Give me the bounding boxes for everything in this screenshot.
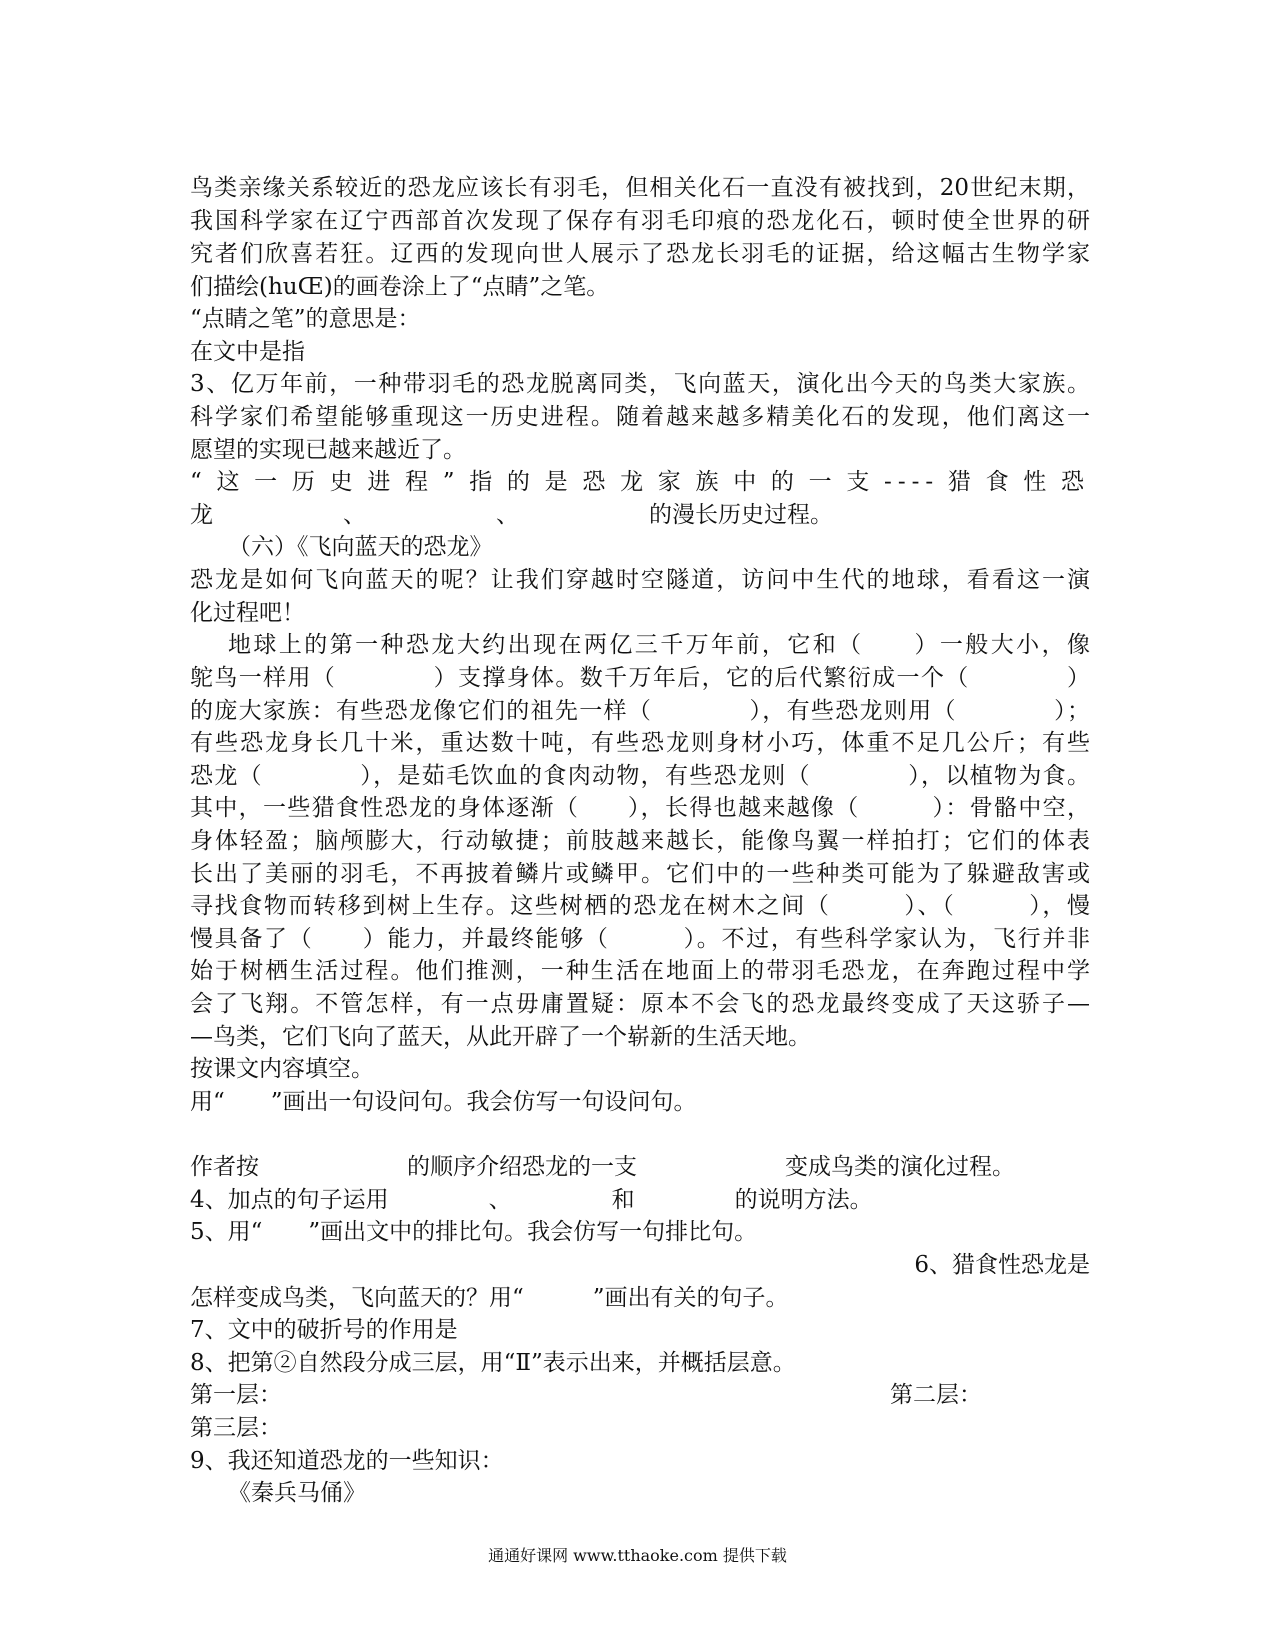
- question-3-line: 科学家们希望能够重现这一历史进程。随着越来越多精美化石的发现，他们离这一: [190, 404, 1090, 430]
- passage-line: —鸟类，它们飞向了蓝天，从此开辟了一个崭新的生活天地。: [190, 1024, 811, 1050]
- question-1: 用“ ”画出一句设问句。我会仿写一句设问句。: [190, 1089, 697, 1115]
- question-dianjing: “点睛之笔”的意思是：: [190, 306, 421, 332]
- passage-line: 长出了美丽的羽毛，不再披着鳞片或鳞甲。它们中的一些种类可能为了躲避敌害或: [190, 861, 1090, 887]
- passage-line: 我国科学家在辽宁西部首次发现了保存有羽毛印痕的恐龙化石，顿时使全世界的研: [190, 208, 1090, 234]
- question-3-blanks: [190, 499, 1090, 532]
- question-order: [190, 1151, 1090, 1184]
- passage-line: 的庞大家族：有些恐龙像它们的祖先一样（ ），有些恐龙则用（ ）；: [190, 698, 1090, 724]
- text-segment: 4、加点的句子运用: [190, 1187, 389, 1213]
- text-segment: 和: [611, 1187, 635, 1213]
- text-segment: 、: [496, 502, 519, 528]
- text-segment: 的漫长历史过程。: [649, 502, 833, 528]
- question-9: 9、我还知道恐龙的一些知识：: [190, 1448, 504, 1474]
- passage-line: 有些恐龙身长几十米，重达数十吨，有些恐龙则身材小巧，体重不足几公斤；有些: [190, 730, 1090, 756]
- passage-line: 始于树栖生活过程。他们推测，一种生活在地面上的带羽毛恐龙，在奔跑过程中学: [190, 958, 1090, 984]
- layer-2-label: 第二层：: [890, 1382, 982, 1408]
- text-segment: 变成鸟类的演化过程。: [785, 1154, 1015, 1180]
- passage-line: 鸵鸟一样用（ ）支撑身体。数千万年后，它的后代繁衍成一个（ ）: [190, 665, 1090, 691]
- passage-line: 恐龙是如何飞向蓝天的呢？让我们穿越时空隧道，访问中生代的地球，看看这一演: [190, 567, 1090, 593]
- text-segment: 、: [488, 1187, 512, 1213]
- question-7: 7、文中的破折号的作用是: [190, 1317, 458, 1343]
- passage-line: 究者们欣喜若狂。辽西的发现向世人展示了恐龙长羽毛的证据，给这幅古生物学家: [190, 241, 1090, 267]
- page-footer: 通通好课网 www.tthaoke.com 提供下载: [488, 1546, 787, 1565]
- text-segment: 作者按: [190, 1154, 259, 1180]
- question-3-line: 愿望的实现已越来越近了。: [190, 437, 466, 463]
- passage-line: 寻找食物而转移到树上生存。这些树栖的恐龙在树木之间（ ）、（ ），慢: [190, 893, 1090, 919]
- passage-line: 鸟类亲缘关系较近的恐龙应该长有羽毛，但相关化石一直没有被找到，20世纪末期，: [190, 175, 1090, 201]
- next-section-title: 《秦兵马俑》: [228, 1480, 366, 1506]
- question-6-end: 怎样变成鸟类，飞向蓝天的？用“ ”画出有关的句子。: [190, 1285, 789, 1311]
- passage-line: 会了飞翔。不管怎样，有一点毋庸置疑：原本不会飞的恐龙最终变成了天这骄子—: [190, 991, 1090, 1017]
- passage-line: 地球上的第一种恐龙大约出现在两亿三千万年前，它和（ ）一般大小，像: [228, 632, 1090, 658]
- passage-line: 化过程吧！: [190, 600, 305, 626]
- passage-line: 其中，一些猎食性恐龙的身体逐渐（ ），长得也越来越像（ ）：骨骼中空，: [190, 795, 1090, 821]
- question-5: 5、用“ ”画出文中的排比句。我会仿写一句排比句。: [190, 1219, 758, 1245]
- text-segment: 的说明方法。: [734, 1187, 873, 1213]
- question-6-start: 6、猎食性恐龙是: [914, 1252, 1090, 1278]
- question-wenzhong: 在文中是指: [190, 339, 305, 365]
- question-3-line: 3、亿万年前，一种带羽毛的恐龙脱离同类，飞向蓝天，演化出今天的鸟类大家族。: [190, 371, 1090, 397]
- layer-3-label: 第三层：: [190, 1415, 282, 1441]
- fill-instruction: 按课文内容填空。: [190, 1056, 374, 1082]
- text-segment: 龙: [190, 502, 213, 528]
- question-3-line: “这一历史进程”指的是恐龙家族中的一支----猎食性恐: [190, 469, 1090, 495]
- layer-1-label: 第一层：: [190, 1382, 282, 1408]
- question-8: 8、把第②自然段分成三层，用“Ⅱ”表示出来，并概括层意。: [190, 1350, 796, 1376]
- text-segment: 的顺序介绍恐龙的一支: [407, 1154, 637, 1180]
- passage-line: 身体轻盈；脑颅膨大，行动敏捷；前肢越来越长，能像鸟翼一样拍打；它们的体表: [190, 828, 1090, 854]
- section-title: （六）《飞向蓝天的恐龙》: [228, 534, 493, 560]
- passage-line: 慢具备了（ ）能力，并最终能够（ ）。不过，有些科学家认为，飞行并非: [190, 926, 1090, 952]
- text-segment: 、: [343, 502, 366, 528]
- question-4: [190, 1184, 1090, 1217]
- passage-line: 们描绘(huŒ)的画卷涂上了“点睛”之笔。: [190, 274, 610, 300]
- passage-line: 恐龙（ ），是茹毛饮血的食肉动物，有些恐龙则（ ），以植物为食。: [190, 763, 1090, 789]
